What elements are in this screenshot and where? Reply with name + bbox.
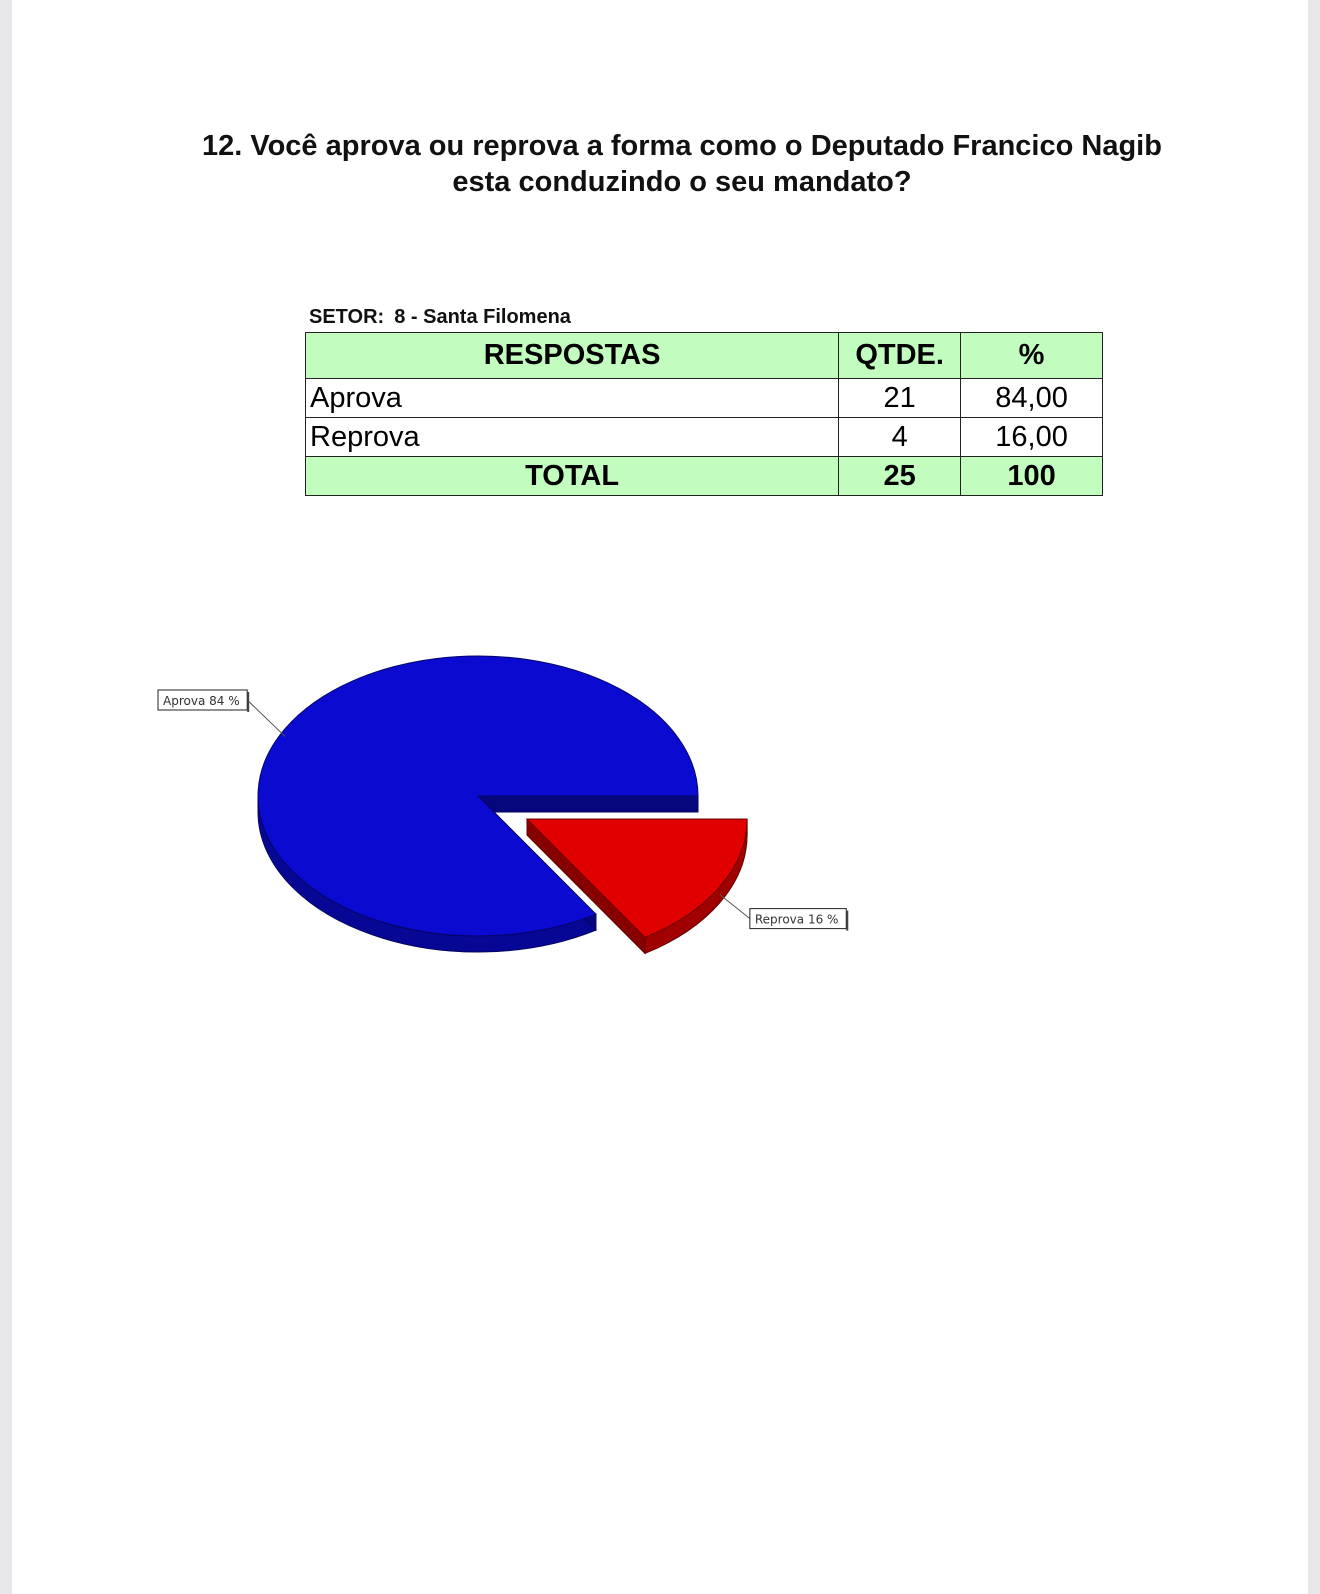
pie-leader-line-reprova	[720, 895, 750, 919]
pie-label-aprova: Aprova 84 %	[163, 694, 240, 708]
row-qty: 4	[839, 418, 961, 457]
pie-chart	[12, 620, 1012, 980]
sector-value: 8 - Santa Filomena	[394, 306, 571, 328]
question-title	[12, 128, 1320, 200]
question-line-1: 12. Você aprova ou reprova a forma como o Deputado Francico Nagib	[202, 130, 1162, 162]
report-page	[12, 0, 1308, 1594]
total-label: TOTAL	[306, 457, 839, 496]
pie-label-shadow-reprova	[846, 911, 848, 931]
row-answer: Reprova	[306, 418, 839, 457]
sector-key: SETOR:	[309, 306, 385, 328]
row-pct: 16,00	[961, 418, 1103, 457]
pie-label-shadow-aprova	[247, 692, 249, 712]
total-qty: 25	[839, 457, 961, 496]
total-pct: 100	[961, 457, 1103, 496]
sector-label	[309, 306, 571, 329]
header-percent: %	[961, 333, 1103, 379]
pie-leader-line-aprova	[247, 700, 285, 737]
row-qty: 21	[839, 379, 961, 418]
question-line-2: esta conduzindo o seu mandato?	[452, 166, 912, 198]
pie-slice-wall-aprova-1	[478, 796, 698, 812]
table-header-row	[306, 333, 1103, 379]
header-respostas: RESPOSTAS	[306, 333, 839, 379]
row-answer: Aprova	[306, 379, 839, 418]
pie-label-reprova: Reprova 16 %	[754, 912, 839, 927]
row-pct: 84,00	[961, 379, 1103, 418]
table-row	[306, 418, 1103, 457]
table-row	[306, 379, 1103, 418]
table-total-row	[306, 457, 1103, 496]
results-table	[305, 332, 1103, 496]
header-qtde: QTDE.	[839, 333, 961, 379]
